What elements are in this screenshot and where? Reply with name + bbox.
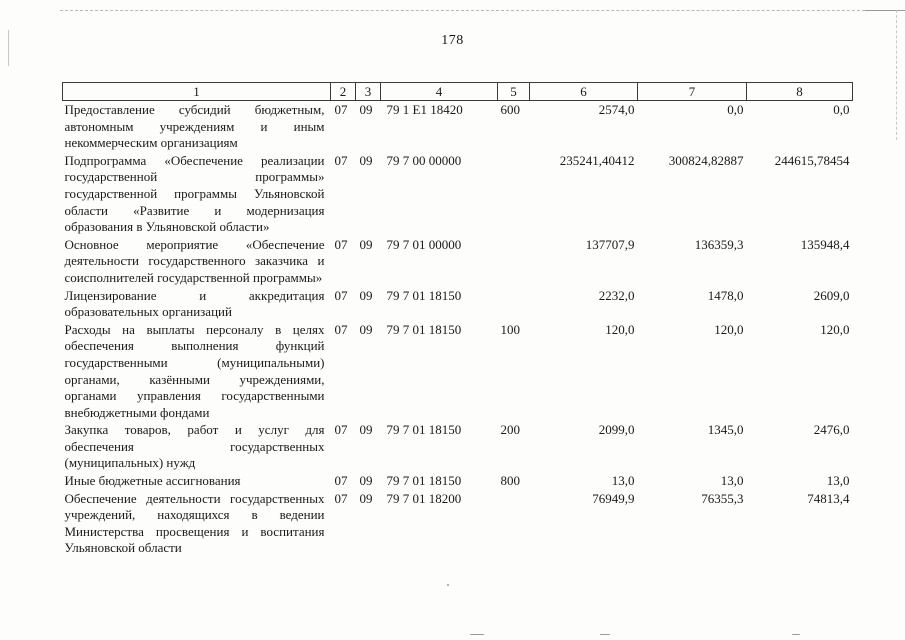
table-row xyxy=(63,101,853,152)
row-expense-type xyxy=(498,287,530,321)
row-value-8: 74813,4 xyxy=(807,490,850,506)
row-name: Подпрограмма «Обеспечение реализации государственной программы» государственной программы Ульяновской области «Развитие и модернизация образования в Ульяновской области» xyxy=(64,152,325,235)
row-value-7: 13,0 xyxy=(720,473,744,489)
row-name: Расходы на выплаты персоналу в целях обеспечения выполнения функций государственными (муниципальными) органами, казёнными учреждениями, органами управления государственными внебюджетными фондами xyxy=(64,321,325,420)
row-section: 07 xyxy=(334,102,348,117)
row-value-6: 13,0 xyxy=(611,473,635,489)
row-value-6: 120,0 xyxy=(605,321,635,337)
table-row xyxy=(63,236,853,287)
row-section: 07 xyxy=(334,473,348,489)
header-cell-7: 7 xyxy=(638,83,747,101)
row-value-7: 1478,0 xyxy=(707,287,744,303)
row-value-7: 1345,0 xyxy=(707,422,744,438)
row-value-6: 235241,40412 xyxy=(559,152,635,168)
row-value-8: 0,0 xyxy=(833,102,850,117)
row-section: 07 xyxy=(334,422,348,438)
scan-edge-right xyxy=(896,10,897,140)
row-value-8: 13,0 xyxy=(826,473,850,489)
header-cell-1: 1 xyxy=(63,83,331,101)
row-target-article: 79 7 00 00000 xyxy=(386,152,462,168)
row-subsection: 09 xyxy=(359,422,373,438)
row-name: Основное мероприятие «Обеспечение деятельности государственного заказчика и соисполнителей государственной программы» xyxy=(64,236,325,285)
scan-speck xyxy=(447,584,449,586)
row-target-article: 79 7 01 18150 xyxy=(386,287,462,303)
row-value-6: 2099,0 xyxy=(598,422,635,438)
row-value-6: 2232,0 xyxy=(598,287,635,303)
row-name: Лицензирование и аккредитация образовательных организаций xyxy=(64,287,325,320)
table-header-row xyxy=(63,83,853,101)
row-name: Обеспечение деятельности государственных учреждений, находящихся в ведении Министерства просвещения и воспитания Ульяновской области xyxy=(64,490,325,556)
row-value-8: 120,0 xyxy=(820,321,850,337)
scan-speck xyxy=(600,634,610,635)
header-cell-6: 6 xyxy=(530,83,638,101)
row-section: 07 xyxy=(334,321,348,337)
row-name: Иные бюджетные ассигнования xyxy=(64,473,241,489)
row-subsection: 09 xyxy=(359,236,373,252)
scan-edge-top xyxy=(60,10,905,11)
scan-edge-top-right xyxy=(865,10,905,11)
row-target-article: 79 7 01 18150 xyxy=(386,422,462,438)
page-number: 178 xyxy=(441,33,464,48)
row-value-6: 76949,9 xyxy=(592,490,635,506)
row-value-7: 300824,82887 xyxy=(668,152,744,168)
header-cell-4: 4 xyxy=(381,83,498,101)
row-subsection: 09 xyxy=(359,152,373,168)
row-target-article: 79 7 01 18150 xyxy=(386,473,462,489)
table-row xyxy=(63,321,853,422)
header-cell-3: 3 xyxy=(356,83,381,101)
row-value-6: 137707,9 xyxy=(585,236,635,252)
row-name: Закупка товаров, работ и услуг для обеспечения государственных (муниципальных) нужд xyxy=(64,422,325,471)
scan-speck xyxy=(792,634,800,635)
row-subsection: 09 xyxy=(359,287,373,303)
table-row xyxy=(63,472,853,490)
row-expense-type xyxy=(498,152,530,236)
table-row xyxy=(63,421,853,472)
row-value-7: 76355,3 xyxy=(701,490,744,506)
table-row xyxy=(63,152,853,236)
row-target-article: 79 7 01 18150 xyxy=(386,321,462,337)
row-value-7: 0,0 xyxy=(727,102,744,117)
row-subsection: 09 xyxy=(359,490,373,506)
row-target-article: 79 7 01 18200 xyxy=(386,490,462,506)
row-subsection: 09 xyxy=(359,473,373,489)
row-section: 07 xyxy=(334,152,348,168)
row-target-article: 79 1 E1 18420 xyxy=(386,102,463,117)
row-value-7: 120,0 xyxy=(714,321,744,337)
row-expense-type: 100 xyxy=(500,321,520,337)
scan-speck xyxy=(470,634,484,635)
row-value-7: 136359,3 xyxy=(694,236,744,252)
row-section: 07 xyxy=(334,287,348,303)
row-value-6: 2574,0 xyxy=(598,102,635,117)
header-cell-5: 5 xyxy=(498,83,530,101)
row-name: Предоставление субсидий бюджетным, автономным учреждениям и иным некоммерческим организациям xyxy=(64,102,325,151)
row-value-8: 2609,0 xyxy=(813,287,850,303)
header-cell-2: 2 xyxy=(331,83,356,101)
row-expense-type xyxy=(498,236,530,287)
table-row xyxy=(63,490,853,557)
row-expense-type: 200 xyxy=(500,422,520,438)
header-cell-8: 8 xyxy=(747,83,853,101)
row-value-8: 244615,78454 xyxy=(774,152,850,168)
budget-table xyxy=(62,82,853,557)
row-section: 07 xyxy=(334,490,348,506)
row-expense-type: 600 xyxy=(500,102,520,117)
row-target-article: 79 7 01 00000 xyxy=(386,236,462,252)
row-value-8: 135948,4 xyxy=(800,236,850,252)
row-expense-type xyxy=(498,490,530,557)
row-section: 07 xyxy=(334,236,348,252)
row-expense-type: 800 xyxy=(500,473,520,489)
row-subsection: 09 xyxy=(359,321,373,337)
row-subsection: 09 xyxy=(359,102,373,117)
table-row xyxy=(63,287,853,321)
row-value-8: 2476,0 xyxy=(813,422,850,438)
